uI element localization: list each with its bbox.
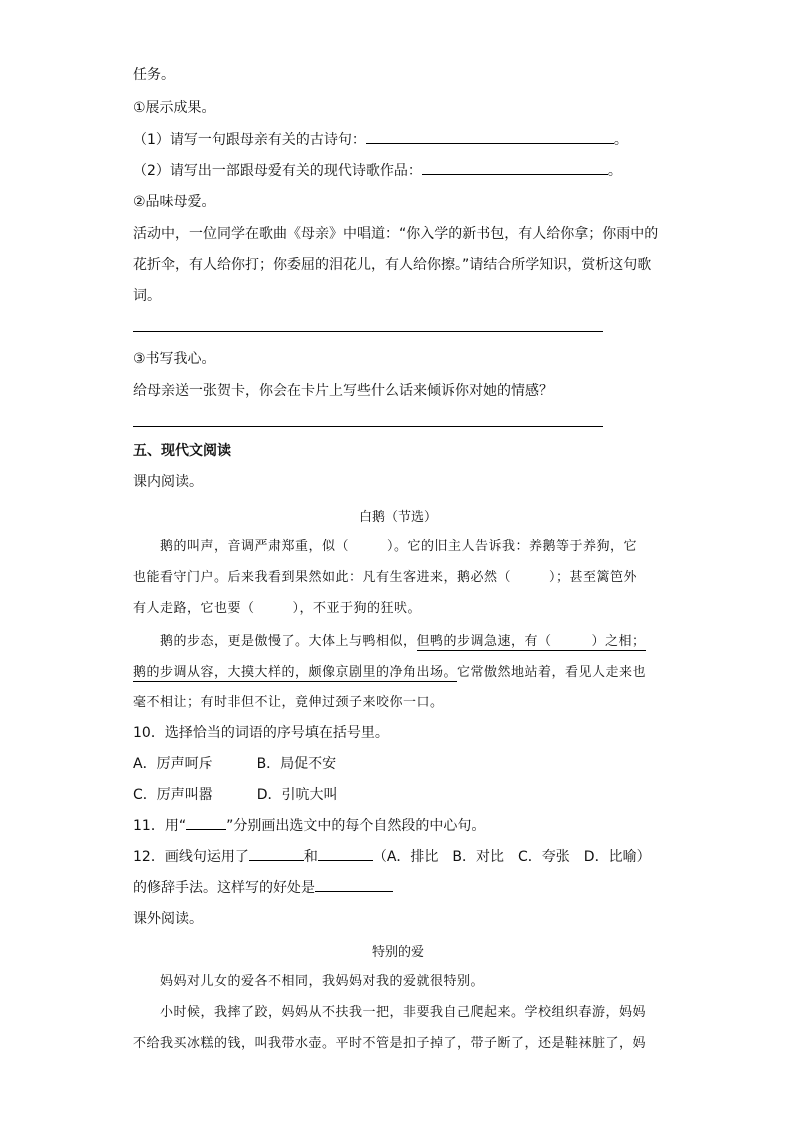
passage1-line [133,569,637,587]
question-text: 的修辞手法。这样写的好处是 [133,880,315,896]
question-modern-poem [133,162,622,180]
answer-line[interactable] [133,426,603,427]
question-12 [133,848,651,866]
option-d[interactable]: D．引吭大叫 [256,787,338,803]
option-a[interactable]: A．厉声呵斥 [133,756,213,772]
question-ancient-poem [133,131,628,149]
task-intro: 任务。 [133,67,175,83]
underlined-sentence: ）之相； [591,634,646,649]
passage-text: 它常傲然地站着，看见人走来也 [457,665,647,680]
step2-text-line1: 活动中，一位同学在歌曲《母亲》中唱道：“你入学的新书包，有人给你拿；你雨中的 [133,226,659,242]
underline-sample [186,818,226,830]
passage2-line [133,664,646,682]
question-text: ”分别画出选文中的每个自然段的中心句。 [226,818,486,834]
options-row [133,755,336,773]
answer-blank[interactable] [422,162,608,175]
answer-blank[interactable] [366,131,614,144]
question-text: 12．画线句运用了 [133,849,249,865]
step2-text-line3: 词。 [133,288,161,304]
passage1-line [133,600,421,618]
passage-text: 鹅的步态，更是傲慢了。大体上与鸭相似， [160,634,417,649]
question-text: 11．用“ [133,818,187,834]
step2-heading: ②品味母爱。 [133,194,216,210]
inclass-reading-label: 课内阅读。 [133,474,203,490]
step3-heading: ③书写我心。 [133,351,216,367]
period: 。 [613,132,628,148]
question-10: 10．选择恰当的词语的序号填在括号里。 [133,725,389,741]
passage-text: 有人走路，它也要（ [133,601,255,616]
step2-text-line2: 花折伞，有人给你打；你委屈的泪花儿，有人给你擦。”请结合所学知识，赏析这句歌 [133,257,652,273]
answer-blank[interactable] [249,848,304,861]
outclass-reading-label: 课外阅读。 [133,911,203,927]
question-text: 和 [303,849,318,865]
question-text: （A．排比 B．对比 C．夸张 D．比喻） [372,849,651,865]
passage2-title: 特别的爱 [371,945,424,960]
answer-blank[interactable] [315,879,393,892]
answer-blank[interactable] [318,848,373,861]
section-heading: 五、现代文阅读 [133,443,231,459]
passage2-line [160,633,646,651]
underlined-sentence: 鹅的步调从容，大摸大样的，颇像京剧里的净角出场。 [133,665,458,680]
passage-text: ）。它的旧主人告诉我：养鹅等于养狗，它 [387,539,638,554]
passage1-line [160,538,637,556]
option-c[interactable]: C．厉声叫嚣 [133,787,213,803]
passage3-line: 妈妈对儿女的爱各不相同，我妈妈对我的爱就很特别。 [160,974,485,989]
passage-text: 鹅的叫声，音调严肃郑重，似（ [160,539,350,554]
passage-text: ），不亚于狗的狂吠。 [292,601,422,616]
passage-text: 也能看守门户。后来我看到果然如此：凡有生客进来，鹅必然（ [133,570,512,585]
underlined-sentence: 但鸭的步调急速，有（ [416,634,552,649]
answer-line[interactable] [133,331,603,332]
period: 。 [607,163,622,179]
question-12-cont [133,879,393,897]
options-row [133,786,338,804]
question-11 [133,817,485,835]
step3-text: 给母亲送一张贺卡，你会在卡片上写些什么话来倾诉你对她的情感？ [133,383,553,399]
step1-heading: ①展示成果。 [133,100,216,116]
passage-text: ）；甚至篱笆外 [549,570,638,585]
passage1-title: 白鹅（节选） [358,510,437,525]
question-ancient-poem-label: （1）请写一句跟母亲有关的古诗句： [133,132,366,148]
passage2-line: 毫不相让；有时非但不让，竟伸过颈子来咬你一口。 [133,695,444,710]
passage4-line: 小时候，我摔了跤，妈妈从不扶我一把，非要我自己爬起来。学校组织春游，妈妈 [160,1005,647,1020]
question-modern-poem-label: （2）请写出一部跟母爱有关的现代诗歌作品： [133,163,422,179]
option-b[interactable]: B．局促不安 [256,756,337,772]
passage4-line: 不给我买冰糕的钱，叫我带水壶。平时不管是扣子掉了，带子断了，还是鞋袜脏了，妈 [133,1036,647,1051]
